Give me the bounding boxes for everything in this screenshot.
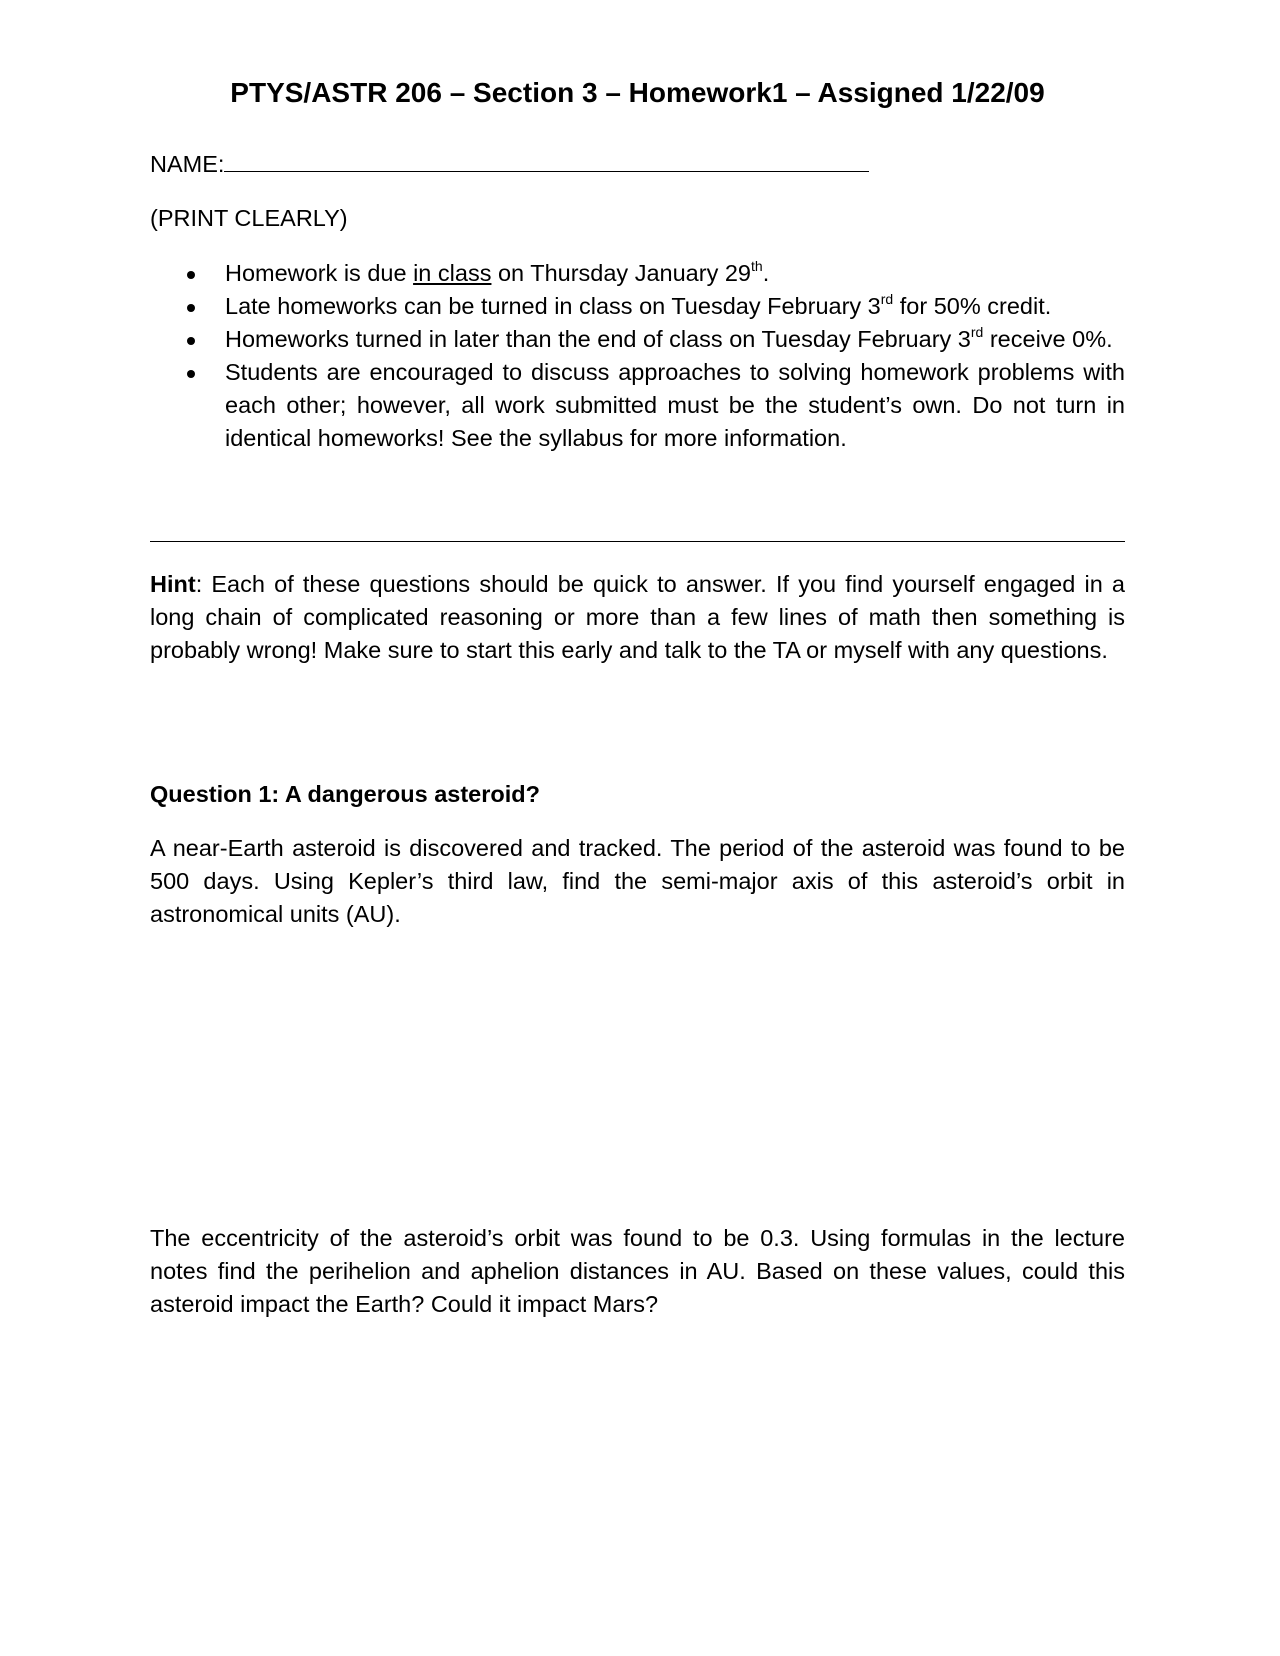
page-title: PTYS/ASTR 206 – Section 3 – Homework1 – Assigned 1/22/09 [230, 77, 1045, 108]
name-label: NAME: [150, 151, 225, 177]
underlined-text: in class [413, 260, 492, 286]
superscript: rd [970, 324, 984, 340]
bullet-text: Homeworks turned in later than the end of class on Tuesday February 3 [225, 326, 971, 352]
list-item [150, 323, 1125, 356]
bullet-text: receive 0%. [983, 326, 1113, 352]
bullet-text: . [762, 260, 770, 286]
superscript: rd [880, 291, 894, 307]
bullet-text: for 50% credit. [893, 293, 1052, 319]
bullet-text: on Thursday January 29 [491, 260, 751, 286]
bullet-text: Late homeworks can be turned in class on Tuesday February 3 [225, 293, 881, 319]
document-page [150, 0, 1125, 1656]
name-blank-line[interactable] [224, 148, 869, 172]
bullet-icon [187, 304, 195, 312]
bullet-icon [187, 370, 195, 378]
list-item [150, 290, 1125, 323]
bullet-text: Homework is due [225, 260, 414, 286]
list-item [150, 356, 1125, 455]
bullet-icon [187, 271, 195, 279]
hint-paragraph [150, 568, 1125, 667]
section-divider [150, 541, 1125, 542]
question-1-title: Question 1: A dangerous asteroid? [150, 781, 540, 807]
superscript: th [751, 258, 763, 274]
hint-label: Hint [150, 571, 196, 597]
question-1-part-b: The eccentricity of the asteroid’s orbit was found to be 0.3. Using formulas in the lecture notes find the perihelion and aphelion distances in AU. Based on these values, could this asteroid impact the Earth? Could it impact Mars? [150, 1225, 1125, 1317]
question-1-part-a: A near-Earth asteroid is discovered and tracked. The period of the asteroid was found to be 500 days. Using Kepler’s third law, find the semi-major axis of this asteroid’s orbit in astronomical units (AU). [150, 835, 1125, 927]
name-field[interactable] [150, 148, 869, 181]
instructions-list [150, 257, 1125, 455]
list-item [150, 257, 1125, 290]
bullet-text: Students are encouraged to discuss approaches to solving homework problems with each other; however, all work submitted must be the student’s own. Do not turn in identical homeworks! See the syllabus for more information. [225, 359, 1125, 451]
hint-text: : Each of these questions should be quick to answer. If you find yourself engaged in a long chain of complicated reasoning or more than a few lines of math then something is probably wrong! Make sure to start this early and talk to the TA or myself with any questions. [150, 571, 1125, 663]
print-clearly-note: (PRINT CLEARLY) [150, 205, 348, 231]
bullet-icon [187, 337, 195, 345]
